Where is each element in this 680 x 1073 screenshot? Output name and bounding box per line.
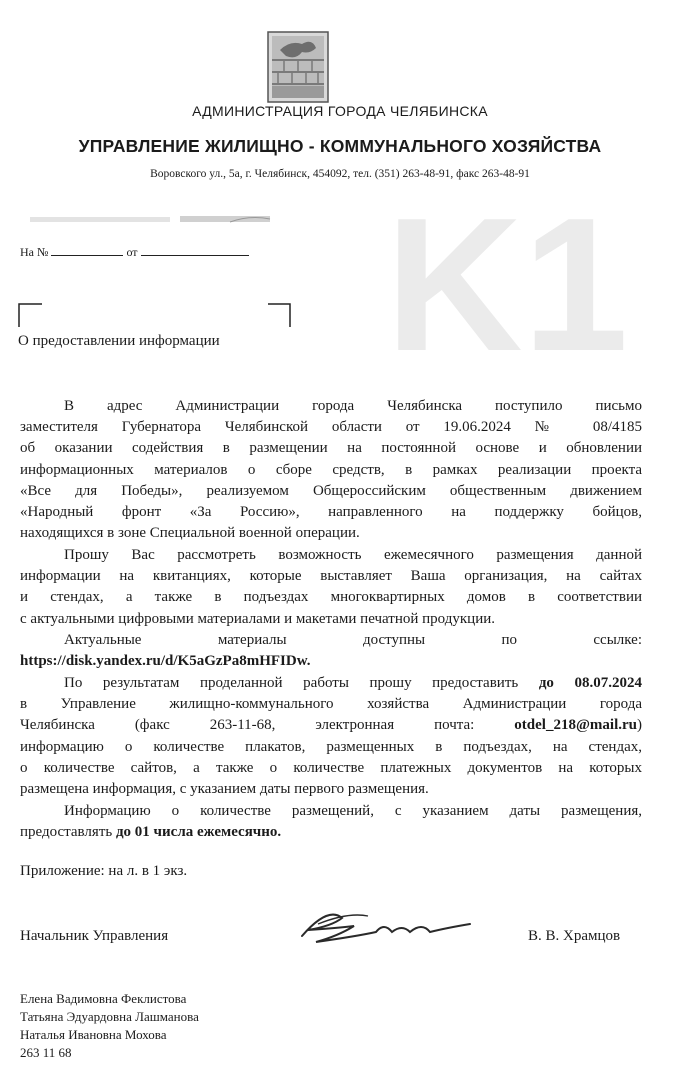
text-line: «Все для Победы», реализуемом Общероссийским общественным движением xyxy=(20,482,642,499)
text-line: находящихся в зоне Специальной военной операции. xyxy=(20,525,360,542)
text-line xyxy=(20,673,642,694)
text-line: Информацию о количестве размещений, с указанием даты размещения, xyxy=(64,803,642,819)
executors-list xyxy=(20,990,199,1062)
coat-of-arms-icon xyxy=(266,30,330,104)
date-blank xyxy=(141,255,249,256)
department-name: УПРАВЛЕНИЕ ЖИЛИЩНО - КОММУНАЛЬНОГО ХОЗЯЙСТВА xyxy=(78,136,602,156)
executor-name: Татьяна Эдуардовна Лашманова xyxy=(20,1009,199,1024)
text-line: Актуальные материалы доступны по ссылке: xyxy=(64,632,642,648)
text-line: информацию о количестве плакатов, размещенных в подъездах, на стендах, xyxy=(20,738,642,755)
paragraph-4 xyxy=(20,673,642,800)
subject-corner-marks xyxy=(18,303,292,329)
text-line: информации на квитанциях, которые выставляет Ваша организация, на сайтах xyxy=(20,568,642,585)
handwritten-signature xyxy=(298,902,478,954)
signatory-title: Начальник Управления xyxy=(20,928,169,944)
text-line: в Управление жилищно-коммунального хозяйства Администрации города xyxy=(20,696,642,713)
number-label: На № xyxy=(20,245,49,259)
from-label: от xyxy=(126,245,138,259)
text-line: Прошу Вас рассмотреть возможность ежемесячного размещения данной xyxy=(64,547,642,563)
executor-name: Елена Вадимовна Феклистова xyxy=(20,991,187,1006)
watermark-text: K1 xyxy=(385,200,629,370)
paragraph-1 xyxy=(20,396,642,544)
number-blank xyxy=(51,255,123,256)
paragraph-5 xyxy=(20,801,642,843)
paragraph-3 xyxy=(20,630,642,672)
text-line: об оказании содействия в размещении на постоянной основе и обновлении xyxy=(20,440,642,457)
text-line: информационных материалов о сборе средств, в рамках реализации проекта xyxy=(20,461,642,478)
text-line: о количестве сайтов, а также о количестве платежных документов на которых xyxy=(20,759,642,776)
text-line: В адрес Администрации города Челябинска поступило письмо xyxy=(64,398,642,414)
text-line xyxy=(20,822,642,843)
text-fragment: предоставлять xyxy=(20,824,113,841)
attachment-note: Приложение: на л. в 1 экз. xyxy=(20,863,188,879)
text-fragment: ) xyxy=(637,717,642,734)
paragraph-2 xyxy=(20,545,642,630)
redacted-line xyxy=(30,213,278,225)
text-line xyxy=(20,715,642,736)
signatory-name: В. В. Храмцов xyxy=(528,928,621,944)
text-fragment: Челябинска (факс 263-11-68, электронная почта: xyxy=(20,717,475,734)
administration-name: АДМИНИСТРАЦИЯ ГОРОДА ЧЕЛЯБИНСКА xyxy=(192,103,488,119)
text-line: и стендах, а также в подъездах многоквартирных домов в соответствии xyxy=(20,589,642,606)
department-address: Воровского ул., 5а, г. Челябинск, 454092, тел. (351) 263-48-91, факс 263-48-91 xyxy=(150,168,530,180)
text-fragment: По результатам проделанной работы прошу предоставить xyxy=(64,675,519,691)
text-line: с актуальными цифровыми материалами и макетами печатной продукции. xyxy=(20,610,496,627)
deadline-date: до 08.07.2024 xyxy=(538,675,642,691)
executor-name: Наталья Ивановна Мохова xyxy=(20,1027,167,1042)
email-address[interactable]: otdel_218@mail.ru xyxy=(514,717,637,734)
registration-line xyxy=(20,245,249,260)
materials-link[interactable]: https://disk.yandex.ru/d/K5aGzPa8mHFIDw. xyxy=(20,653,311,670)
text-line: размещена информация, с указанием даты первого размещения. xyxy=(20,781,429,798)
text-line: заместителя Губернатора Челябинской области от 19.06.2024 № 08/4185 xyxy=(20,419,642,436)
executor-phone: 263 11 68 xyxy=(20,1045,72,1060)
letter-subject: О предоставлении информации xyxy=(18,333,220,349)
watermark-logo xyxy=(352,200,662,370)
text-line: «Народный фронт «За Россию», направленного на поддержку бойцов, xyxy=(20,504,642,521)
monthly-deadline: до 01 числа ежемесячно. xyxy=(115,824,282,841)
text-line xyxy=(20,651,642,672)
